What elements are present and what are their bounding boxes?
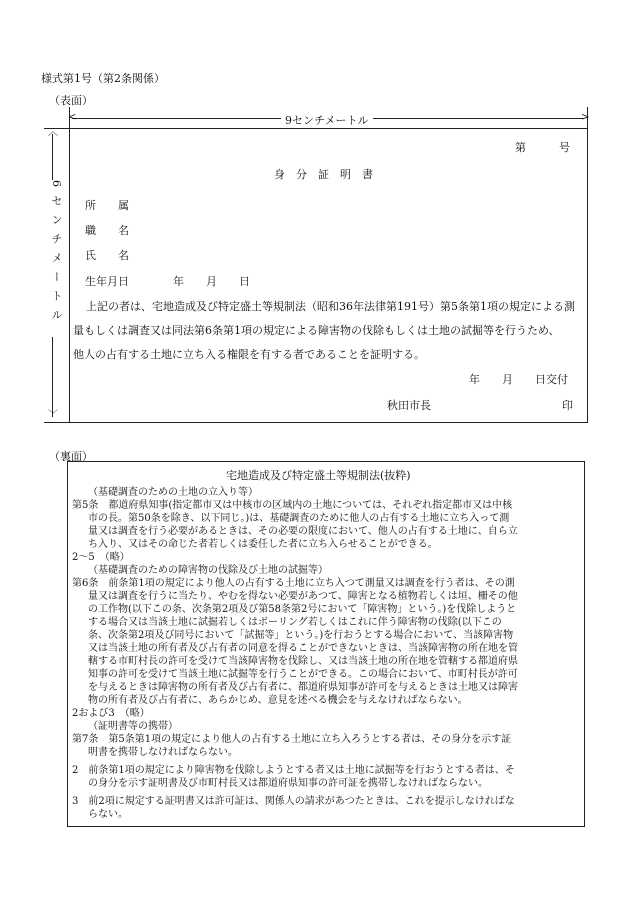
law-title: 宅地造成及び特定盛土等規制法(抜粋) (226, 469, 411, 482)
law-line: （証明書等の携帯） (88, 721, 178, 732)
law-line: の工作物(以下この条、次条第2項及び第58条第2号において「障害物」という。)を伐除しようと (88, 604, 517, 615)
law-line: ち入り、又はその命じた者若しくは委任した者に立ち入らせることができる。 (88, 539, 438, 550)
issue-date: 年 月 日交付 (469, 373, 568, 386)
field-job-title: 職 名 (85, 224, 129, 237)
width-label: 9センチメートル (281, 112, 373, 128)
law-line: 3 前2項に規定する証明書又は許可証は、関係人の請求があつたときは、これを提示しなければな (72, 796, 515, 807)
front-label: （表面） (49, 94, 93, 107)
law-line: らない。 (88, 809, 128, 820)
height-label: 6センチメートル (44, 180, 60, 337)
law-line: 又は当該土地の所有者及び占有者の同意を得ることができないときは、当該障害物の所在地を管 (88, 643, 518, 654)
card-body-line: 量もしくは調査又は同法第6条第1項の規定による障害物の伐除もしくは土地の試掘等を行うため、 (73, 324, 560, 337)
law-line: 2～5 （略） (72, 552, 130, 563)
card-body-line: 他人の占有する土地に立ち入る権限を有する者であることを証明する。 (73, 348, 425, 361)
law-line: の身分を示す証明書及び市町村長又は都道府県知事の許可証を携帯しなければならない。 (88, 778, 488, 789)
law-line: （基礎調査のための土地の立入り等） (88, 487, 258, 498)
arrow-up-icon: ︿ (48, 127, 58, 138)
law-line: 知事の許可を受けて当該土地に試掘等を行うことができる。この場合において、市町村長が許可 (88, 669, 518, 680)
form-number: 様式第1号（第2条関係） (41, 72, 165, 85)
field-birthdate: 生年月日 年 月 日 (85, 275, 250, 288)
law-line: 明書を携帯しなければならない。 (88, 747, 238, 758)
arrow-down-icon: ﹀ (48, 410, 58, 421)
dim-bottom-tick (44, 422, 69, 423)
law-line: する場合又は当該土地に試掘若しくはボーリング若しくはこれに伴う障害物の伐除(以下この (88, 617, 502, 628)
law-line: 2 前条第1項の規定により障害物を伐除しようとする者又は土地に試掘等を行おうとする者は、そ (72, 765, 515, 776)
arrow-left-icon: < (68, 112, 77, 123)
law-line: （基礎調査のための障害物の伐除及び土地の試掘等） (88, 565, 328, 576)
law-line: 轄する市町村長の許可を受けて当該障害物を伐除し、又は当該土地の所在地を管轄する都道府県 (88, 656, 518, 667)
law-line: 条、次条第2項及び同号において「試掘等」という。)を行おうとする場合において、当該障害物 (88, 630, 514, 641)
arrow-right-icon: > (581, 112, 590, 123)
card-title: 身 分 証 明 書 (274, 168, 373, 181)
seal-mark: 印 (562, 399, 573, 412)
card-number-field: 第 号 (515, 141, 570, 154)
law-line: 第6条 前条第1項の規定により他人の占有する土地に立ち入つて測量又は調査を行う者は、その測 (72, 578, 515, 589)
law-line: 量又は調査を行う必要があるときは、その必要の限度において、他人の占有する土地に、自ら立 (88, 526, 518, 537)
law-line: 市の長。第50条を除き、以下同じ。)は、基礎調査のために他人の占有する土地に立ち入って測 (88, 513, 510, 524)
law-line: 量又は調査を行うに当たり、やむを得ない必要があつて、障害となる植物若しくは垣、柵その他 (88, 591, 518, 602)
back-label: （裏面） (49, 450, 93, 463)
law-line: 2および3 （略） (72, 708, 150, 719)
law-line: を与えるときは障害物の所有者及び占有者に、都道府県知事が許可を与えるときは土地又は障害 (88, 682, 518, 693)
law-line: 第5条 都道府県知事(指定都市又は中核市の区域内の土地については、それぞれ指定都市又は中核 (72, 500, 513, 511)
law-line: 第7条 第5条第1項の規定により他人の占有する土地に立ち入ろうとする者は、その身分を示す証 (72, 734, 512, 745)
field-name: 氏 名 (85, 249, 129, 262)
law-line: 物の所有者及び占有者に、あらかじめ、意見を述べる機会を与えなければならない。 (88, 695, 468, 706)
issuer: 秋田市長 (387, 399, 431, 412)
card-body-line: 上記の者は、宅地造成及び特定盛土等規制法（昭和36年法律第191号）第5条第1項の規定による測 (86, 300, 575, 313)
field-affiliation: 所 属 (85, 199, 129, 212)
